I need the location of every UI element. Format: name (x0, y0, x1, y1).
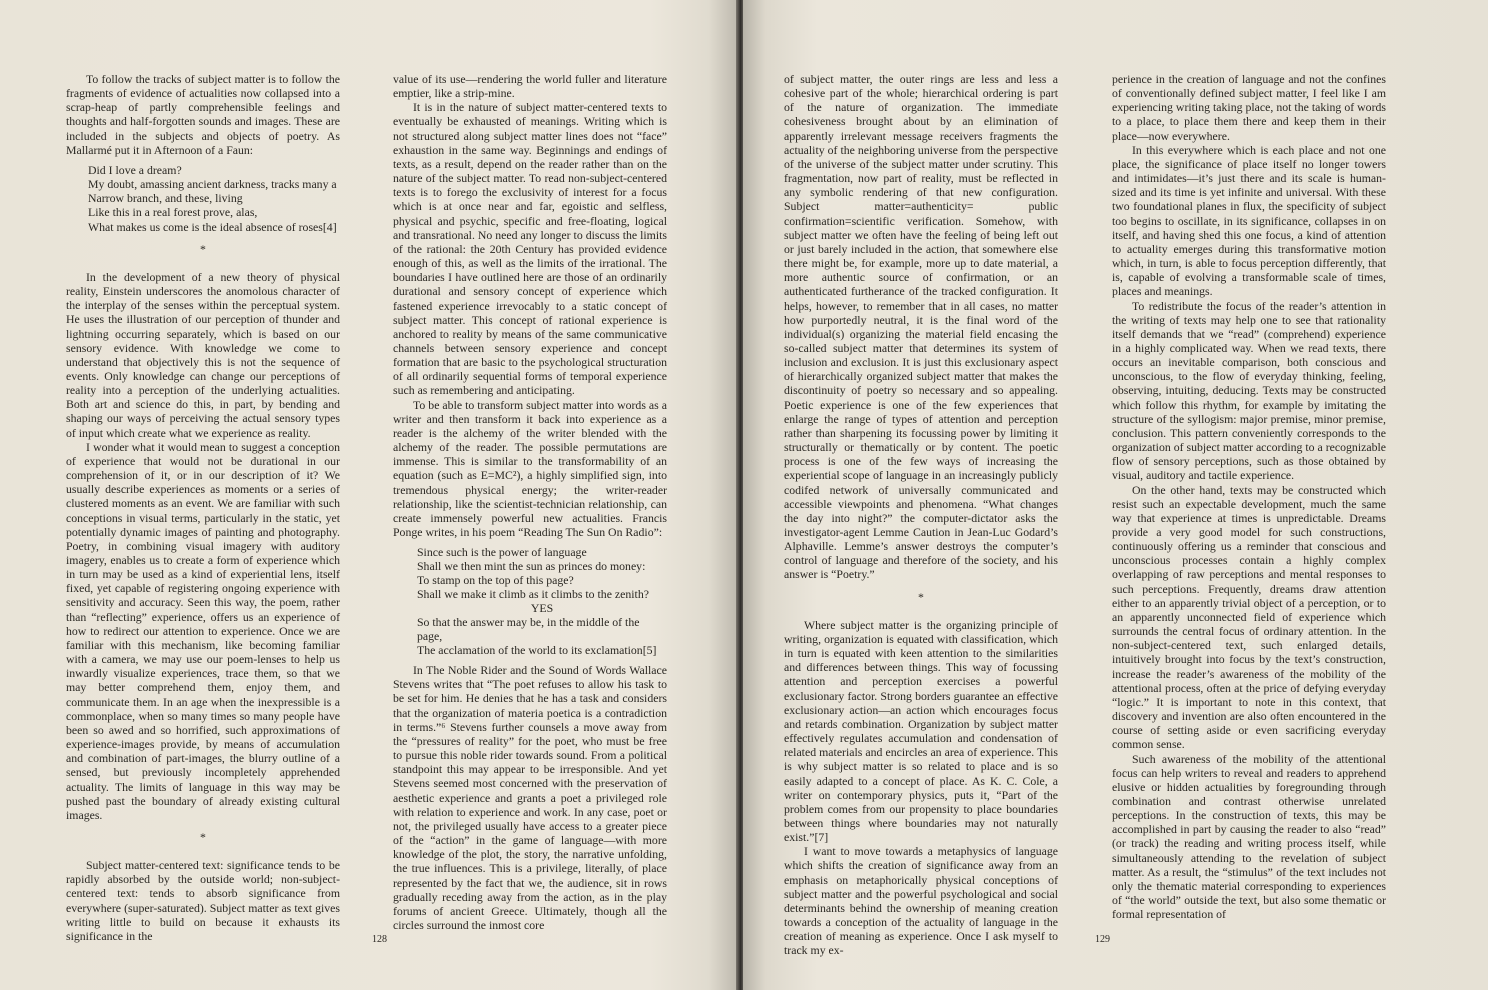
paragraph: I wonder what it would mean to suggest a conception of experience that would not be durational in our comprehension of it, or in our description of it? We usually describe experiences as moments or a series of clustered moments as an event. We are familiar with such conceptions in visual terms, particularly in the static, yet potentially dynamic images of painting and photography. Poetry, in combining visual imagery with auditory imagery, enables us to create a form of experience which in turn may be used as a kind of experiential lens, itself fixed, yet capable of registering ongoing experience with sensitivity and accuracy. Seen this way, the poem, rather than “reflecting” experience, offers us an experience of how to redirect our attention to experience. Once we are familiar with this mechanism, like becoming familiar with a camera, we may use our poem-lenses to help us inwardly visualize experiences, trace them, so that we may better comprehend them, enjoy them, and communicate them. In an age when the inexpressible is a commonplace, when so many times so many people have been so awed and so horrified, such approximations of experience-images provide, by means of accumulation and combination of part-images, the blurry outline of a sensed, but previously incompletely apprehended actuality. The limits of language in this way may be pushed past the boundary of already existing cultural images. (66, 439, 340, 822)
paragraph: Where subject matter is the organizing principle of writing, organization is equated with classification, which in turn is equated with keen attention to the similarities and differences between things. This way of focussing attention and perception exercises a powerful exclusionary factor. Strong borders guarantee an effective exclusionary action—an action which encourages focus and retards combination. Organization by subject matter effectively regulates accumulation and condensation of related materials and encircles an area of experience. This is why subject matter is so related to place and is so easily adapted to a concept of place. As K. C. Cole, a writer on contemporary physics, puts it, “Part of the problem comes from our propensity to place boundaries between things where boundaries may not naturally exist.”[7] (784, 617, 1058, 845)
poem-lines-b: So that the answer may be, in the middle of the page, The acclamation of the world to its exclamation[5] (417, 615, 657, 658)
paragraph: On the other hand, texts may be constructed which resist such an expectable development, much the same way that experience at times is unpredictable. Dreams provide a very good model for such constructions, continuously offering us a reminder that conscious and unconscious processes contain a highly complex overlapping of raw perceptions and mental responses to such perceptions. Frequently, dreams draw attention either to an apparently trivial object of a perception, or to an apparently unconnected field of experience which surrounds the central focus of ordinary attention. In the non-subject-centered text, such enlarged details, intuitively brought into focus by the text’s construction, increase the reader’s awareness of the mobility of the attentional process, often at the price of defying everyday “logic.” It is important to note in this context, that discovery and invention are also often encountered in the course of setting aside or even sacrificing everyday common sense. (1112, 482, 1386, 752)
section-break: * (918, 589, 924, 604)
block-quote: Did I love a dream? My doubt, amassing ancient darkness, tracks many a Narrow branch, and these, living Like this in a real forest prove, alas, What makes us come is the ideal absence of roses[4] (88, 162, 337, 234)
left-page-column-1 (66, 72, 340, 943)
paragraph: It is in the nature of subject matter-centered texts to eventually be exhausted of meanings. Writing which is not structured along subject matter lines does not “face” exhaustion in the same way. Beginnings and endings of texts, as a result, depend on the reader rather than on the nature of the subject matter. To read non-subject-centered texts is to forego the exclusivity of interest for a focus which is at once near and far, egoistic and selfless, physical and psychic, specific and free-floating, logical and transrational. No need any longer to discuss the limits of the rational: the 20th Century has provided evidence enough of this, as well as the limits of the irrational. The boundaries I have outlined here are those of an ordinarily durational and sensory concept of experience which fastened experience irrevocably to a static concept of subject matter. This concept of rational experience is anchored to reality by means of the same communicative channels between sensory experience and concept formation that are basic to the psychological structuration of all ordinarily sequential forms of temporal experience such as remembering and anticipating. (393, 100, 667, 398)
paragraph: value of its use—rendering the world fuller and literature emptier, like a strip-mine. (393, 72, 667, 101)
section-break: * (200, 241, 206, 256)
page-number-left: 128 (372, 934, 387, 945)
section-break: * (200, 829, 206, 844)
left-page (0, 0, 738, 990)
paragraph: To redistribute the focus of the reader’s attention in the writing of texts may help one to see that rationality itself demands that we “read” (comprehend) experience in a highly complicated way. When we read texts, there occurs an inevitable comparison, both conscious and unconscious, to the flow of everyday thinking, feeling, observing, intuiting, deducing. Texts may be constructed which follow this rhythm, for example by imitating the structure of the syllogism: major premise, minor premise, conclusion. This pattern conveniently corresponds to the organization of subject matter according to a recognizable flow of sensory perceptions, such as those obtained by visual, auditory and tactile experience. (1112, 298, 1386, 483)
right-page-column-2 (1112, 72, 1386, 922)
paragraph: perience in the creation of language and not the confines of conventionally defined subject matter, I feel like I am experiencing writing taking place, not the taking of words to a place, to place them there and keep them in their place—now everywhere. (1112, 72, 1386, 143)
paragraph: In the development of a new theory of physical reality, Einstein underscores the anomolous character of the interplay of the senses within the perceptual system. He uses the illustration of our perception of thunder and lightning occurring separately, which is based on our sensory evidence. With knowledge we come to understand that objectively this is not the sequence of events. Only knowledge can change our perceptions of reality into a perception of the underlying actualities. Both art and science do this, in part, by bending and shaping our ways of perceiving the actual sensory types of input which create what we experience as reality. (66, 269, 340, 440)
poem-yes: YES (530, 601, 554, 616)
paragraph: To follow the tracks of subject matter is to follow the fragments of evidence of actualities now collapsed into a scrap-heap of partly comprehensible feelings and thoughts and half-forgotten sounds and images. These are included in the subjects and objects of poetry. As Mallarmé put it in Afternoon of a Faun: (66, 72, 340, 157)
page-number-right: 129 (1095, 934, 1110, 945)
poem-quote (393, 545, 667, 657)
paragraph: Subject matter-centered text: significance tends to be rapidly absorbed by the outside world; non-subject-centered text: tends to absorb significance from everywhere (super-saturated). Subject matter as text gives writing little to build on because it exhausts its significance in the (66, 858, 340, 943)
left-page-column-2 (393, 72, 667, 932)
paragraph: Such awareness of the mobility of the attentional focus can help writers to reveal and readers to apprehend elusive or hidden actualities by foregrounding through combination and contrast otherwise unrelated perceptions. In the construction of texts, this may be accomplished in part by causing the reader to also “read” (or track) the reading and writing process itself, while simultaneously attending to the revelation of subject matter. As a result, the “stimulus” of the text includes not only the thematic material corresponding to experiences of “the world” outside the text, but also some thematic or formal representation of (1112, 751, 1386, 922)
right-page-column-1 (784, 72, 1058, 958)
poem-lines-a: Since such is the power of language Shall we then mint the sun as princes do money: To stamp on the top of this page? Shall we make it climb as it climbs to the zenith? (417, 545, 649, 602)
paragraph: I want to move towards a metaphysics of language which shifts the creation of significance away from an emphasis on metaphorically physical conceptions of subject matter and the powerful psychological and social determinants behind the ownership of meaning creation towards a conception of the actuality of language in the creation of meaning as experience. Once I ask myself to track my ex- (784, 844, 1058, 958)
right-page (743, 0, 1488, 990)
paragraph: In The Noble Rider and the Sound of Words Wallace Stevens writes that “The poet refuses to allow his task to be set for him. He denies that he has a task and considers that the organization of materia poetica is a contradiction in terms.”⁶ Stevens further counsels a move away from the “pressures of reality” for the poet, who must be free to pursue this noble rider towards sound. From a political standpoint this may appear to be irresponsible. And yet Stevens seemed most concerned with the preservation of aesthetic experience and grants a poet a privileged role with relation to experience and work. In any case, poet or not, the privileged usually have access to a greater piece of the “action” in the game of language—with more knowledge of the plot, the story, the narrative unfolding, the true influences. This is a privilege, literally, of place represented by the fact that we, the audience, sit in rows gradually receding away from the action, as in the play forums of ancient Greece. Ultimately, though all the circles surround the inmost core (393, 663, 667, 932)
paragraph: To be able to transform subject matter into words as a writer and then transform it back into experience as a reader is the alchemy of the writer blended with the alchemy of the reader. The possible permutations are immense. This is similar to the transformability of an equation (such as E=MC²), a highly simplified sign, into tremendous physical energy; the writer-reader relationship, like the scientist-technician relationship, can create immensely powerful new actualities. Francis Ponge writes, in his poem “Reading The Sun On Radio”: (393, 397, 667, 539)
paragraph: In this everywhere which is each place and not one place, the significance of place itself no longer towers and intimidates—it’s just there and its scale is human-sized and its time is yet infinite and universal. With these two foundational planes in flux, the specificity of subject too begins to oscillate, in its significance, collapses in on itself, and having shed this one focus, a kind of attention to actuality emerges during this transformative motion which, in turn, is able to focus perception differently, that is, capable of evolving a transformable scale of times, places and meanings. (1112, 142, 1386, 299)
paragraph: of subject matter, the outer rings are less and less a cohesive part of the whole; hierarchical ordering is part of the nature of organization. The immediate cohesiveness brought about by an elimination of apparently irrelevant message receivers fragments the actuality of the neighboring universe from the perspective of the universe of the subject matter under scrutiny. This fragmentation, now part of reality, must be reflected in any symbolic rendering of that new configuration. Subject matter=authenticity= public confirmation=scientific verification. Somehow, with subject matter we often have the feeling of being left out or just barely included in the action, that somewhere else there might be, for example, more up to date material, a more authentic source of confirmation, or an authenticated furtherance of the tracked configuration. It helps, however, to remember that in all cases, no matter how purportedly neutral, it is the final word of the individual(s) organizing the material field encasing the so-called subject matter that determines its system of inclusion and exclusion. It is just this exclusionary aspect of hierarchically organized subject matter that makes the discontinuity of poetry so necessary and so appealing. Poetic experience is one of the few experiences that enlarge the range of types of attention and perception rather than sharpening its focussing power by limiting it structurally or thematically or by content. The poetic process is one of the few ways of increasing the experiential scope of language in an increasingly publicly codifed network of universally communicated and accessible viewpoints and phenomena. “What changes the day into night?” the computer-dictator asks the investigator-agent Lemme Caution in Jean-Luc Godard’s Alphaville. Lemme’s answer destroys the computer’s control of language and therefore of the society, and his answer is “Poetry.” (784, 72, 1058, 582)
